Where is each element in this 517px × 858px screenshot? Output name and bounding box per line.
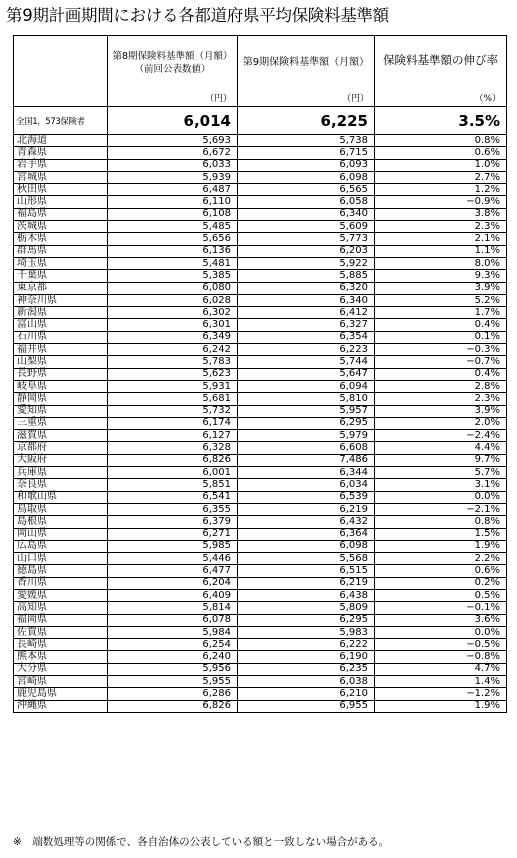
value-8th-cell: 6,254 [108,639,238,651]
table-row [14,356,507,368]
header-row [14,36,507,107]
growth-rate-cell: 1.2% [375,184,507,196]
growth-rate-cell: 2.8% [375,380,507,392]
table-row [14,270,507,282]
value-9th-cell: 5,979 [238,430,375,442]
prefecture-cell: 栃木県 [14,233,108,245]
table-row [14,344,507,356]
value-9th-cell: 5,744 [238,356,375,368]
table-row [14,589,507,601]
value-8th-cell: 6,127 [108,430,238,442]
growth-rate-cell: −2.1% [375,503,507,515]
prefecture-cell: 宮城県 [14,171,108,183]
growth-rate-cell: −0.7% [375,356,507,368]
prefecture-cell: 宮崎県 [14,676,108,688]
prefecture-cell: 北海道 [14,135,108,147]
growth-rate-cell: 0.1% [375,331,507,343]
table-row [14,626,507,638]
growth-rate-cell: 2.3% [375,221,507,233]
growth-rate-cell: 1.1% [375,245,507,257]
value-9th-cell: 6,295 [238,417,375,429]
table-row [14,688,507,700]
value-9th-cell: 6,608 [238,442,375,454]
value-9th-cell: 6,219 [238,503,375,515]
table-row [14,196,507,208]
growth-rate-cell: −0.8% [375,651,507,663]
prefecture-cell: 三重県 [14,417,108,429]
value-8th-cell: 6,080 [108,282,238,294]
value-8th-cell: 5,481 [108,257,238,269]
prefecture-cell: 滋賀県 [14,430,108,442]
table-row [14,430,507,442]
prefecture-cell: 奈良県 [14,479,108,491]
value-8th-cell: 6,136 [108,245,238,257]
value-9th-cell: 6,058 [238,196,375,208]
table-row [14,700,507,712]
prefecture-cell: 埼玉県 [14,257,108,269]
prefecture-cell: 富山県 [14,319,108,331]
table-row [14,159,507,171]
prefecture-cell: 秋田県 [14,184,108,196]
value-8th-cell: 5,851 [108,479,238,491]
growth-rate-cell: 0.5% [375,589,507,601]
prefecture-cell: 静岡県 [14,393,108,405]
value-8th-cell: 5,732 [108,405,238,417]
value-9th-cell: 6,210 [238,688,375,700]
table-row [14,528,507,540]
table-row [14,503,507,515]
table-row [14,676,507,688]
value-9th-cell: 5,922 [238,257,375,269]
prefecture-cell: 鳥取県 [14,503,108,515]
table-row [14,257,507,269]
prefecture-cell: 愛媛県 [14,589,108,601]
prefecture-cell: 熊本県 [14,651,108,663]
table-row [14,479,507,491]
prefecture-cell: 茨城県 [14,221,108,233]
prefecture-cell: 石川県 [14,331,108,343]
prefecture-cell: 新潟県 [14,307,108,319]
value-9th-cell: 6,235 [238,663,375,675]
value-8th-cell: 5,984 [108,626,238,638]
value-9th-cell: 6,094 [238,380,375,392]
prefecture-cell: 香川県 [14,577,108,589]
prefecture-cell: 福島県 [14,208,108,220]
value-9th-cell: 6,344 [238,467,375,479]
value-9th-cell: 6,539 [238,491,375,503]
table-row [14,491,507,503]
growth-rate-cell: 9.3% [375,270,507,282]
growth-rate-cell: 9.7% [375,454,507,466]
table-row [14,639,507,651]
value-8th-cell: 5,783 [108,356,238,368]
value-8th-cell: 6,078 [108,614,238,626]
value-9th-cell: 6,412 [238,307,375,319]
page-title: 第9期計画期間における各都道府県平均保険料基準額 [6,6,389,25]
growth-rate-cell: 3.9% [375,405,507,417]
growth-rate-cell: 2.7% [375,171,507,183]
table-row [14,565,507,577]
table-row [14,614,507,626]
growth-rate-cell: 2.2% [375,553,507,565]
prefecture-cell: 神奈川県 [14,294,108,306]
value-8th-cell: 6,174 [108,417,238,429]
value-8th-cell: 6,409 [108,589,238,601]
value-8th-cell: 6,672 [108,147,238,159]
prefecture-cell: 千葉県 [14,270,108,282]
value-9th-cell: 5,983 [238,626,375,638]
value-8th-cell: 6,108 [108,208,238,220]
growth-rate-cell: 0.8% [375,135,507,147]
value-8th-cell: 5,939 [108,171,238,183]
value-9th-cell: 6,565 [238,184,375,196]
value-9th-cell: 6,295 [238,614,375,626]
value-8th-cell: 6,001 [108,467,238,479]
value-8th-cell: 6,240 [108,651,238,663]
value-8th-cell: 5,956 [108,663,238,675]
value-8th-cell: 6,826 [108,700,238,712]
growth-rate-cell: 2.0% [375,417,507,429]
prefecture-cell: 長野県 [14,368,108,380]
value-9th-cell: 6,038 [238,676,375,688]
table-row [14,331,507,343]
value-9th-cell: 5,568 [238,553,375,565]
growth-rate-cell: 0.4% [375,368,507,380]
national-row [14,107,507,135]
header-9th-label: 第9期保険料基準額（月額） [242,57,370,68]
table-row [14,663,507,675]
value-8th-cell: 6,487 [108,184,238,196]
table-row [14,577,507,589]
growth-rate-cell: 1.4% [375,676,507,688]
value-8th-cell: 6,328 [108,442,238,454]
growth-rate-cell: 3.9% [375,282,507,294]
growth-rate-cell: −0.1% [375,602,507,614]
header-blank-cell [14,36,108,107]
table-row [14,184,507,196]
table-row [14,171,507,183]
growth-rate-cell: 1.7% [375,307,507,319]
value-8th-cell: 6,541 [108,491,238,503]
value-8th-cell: 5,656 [108,233,238,245]
growth-rate-cell: 3.1% [375,479,507,491]
national-label: 全国1，573保険者 [14,107,108,135]
value-8th-cell: 6,242 [108,344,238,356]
table-row [14,282,507,294]
growth-rate-cell: −0.3% [375,344,507,356]
unit-yen-8th: （円） [204,94,232,104]
value-9th-cell: 6,438 [238,589,375,601]
value-8th-cell: 5,446 [108,553,238,565]
value-8th-cell: 5,623 [108,368,238,380]
table-row [14,417,507,429]
growth-rate-cell: −1.2% [375,688,507,700]
table-row [14,553,507,565]
prefecture-cell: 岐阜県 [14,380,108,392]
value-8th-cell: 6,110 [108,196,238,208]
value-9th-cell: 6,222 [238,639,375,651]
prefecture-cell: 大分県 [14,663,108,675]
prefecture-cell: 長崎県 [14,639,108,651]
value-8th-cell: 5,485 [108,221,238,233]
growth-rate-cell: 0.4% [375,319,507,331]
table-row [14,233,507,245]
table-row [14,651,507,663]
value-8th-cell: 5,985 [108,540,238,552]
value-9th-cell: 5,738 [238,135,375,147]
value-9th-cell: 6,190 [238,651,375,663]
prefecture-cell: 兵庫県 [14,467,108,479]
table-row [14,245,507,257]
value-9th-cell: 6,340 [238,294,375,306]
value-9th-cell: 5,809 [238,602,375,614]
prefecture-cell: 徳島県 [14,565,108,577]
table-row [14,442,507,454]
value-9th-cell: 7,486 [238,454,375,466]
value-8th-cell: 6,271 [108,528,238,540]
value-8th-cell: 6,477 [108,565,238,577]
prefecture-cell: 青森県 [14,147,108,159]
value-9th-cell: 6,203 [238,245,375,257]
growth-rate-cell: 4.7% [375,663,507,675]
value-9th-cell: 6,432 [238,516,375,528]
growth-rate-cell: 1.0% [375,159,507,171]
growth-rate-cell: 2.3% [375,393,507,405]
growth-rate-cell: 5.7% [375,467,507,479]
growth-rate-cell: −0.5% [375,639,507,651]
value-9th-cell: 5,957 [238,405,375,417]
prefecture-cell: 京都府 [14,442,108,454]
value-9th-cell: 6,354 [238,331,375,343]
value-8th-cell: 5,681 [108,393,238,405]
unit-percent: （%） [474,94,501,104]
value-8th-cell: 6,355 [108,503,238,515]
table-row [14,294,507,306]
growth-rate-cell: 2.1% [375,233,507,245]
table-row [14,221,507,233]
prefecture-cell: 高知県 [14,602,108,614]
growth-rate-cell: 0.6% [375,147,507,159]
value-8th-cell: 5,693 [108,135,238,147]
value-8th-cell: 6,349 [108,331,238,343]
value-9th-cell: 6,955 [238,700,375,712]
prefecture-cell: 山形県 [14,196,108,208]
national-8th-value: 6,014 [108,107,238,135]
table-row [14,135,507,147]
value-9th-cell: 6,098 [238,540,375,552]
table-row [14,516,507,528]
growth-rate-cell: −0.9% [375,196,507,208]
value-9th-cell: 6,515 [238,565,375,577]
prefecture-cell: 東京都 [14,282,108,294]
value-9th-cell: 6,364 [238,528,375,540]
growth-rate-cell: 0.0% [375,491,507,503]
table-row [14,405,507,417]
growth-rate-cell: 1.9% [375,700,507,712]
table-row [14,319,507,331]
table-row [14,393,507,405]
growth-rate-cell: 5.2% [375,294,507,306]
national-9th-value: 6,225 [238,107,375,135]
value-9th-cell: 6,098 [238,171,375,183]
growth-rate-cell: 0.0% [375,626,507,638]
value-8th-cell: 6,826 [108,454,238,466]
premium-table [13,35,507,713]
prefecture-cell: 群馬県 [14,245,108,257]
prefecture-cell: 沖縄県 [14,700,108,712]
prefecture-cell: 大阪府 [14,454,108,466]
prefecture-cell: 愛知県 [14,405,108,417]
value-8th-cell: 6,379 [108,516,238,528]
growth-rate-cell: 0.2% [375,577,507,589]
growth-rate-cell: 4.4% [375,442,507,454]
prefecture-cell: 鹿児島県 [14,688,108,700]
table-row [14,380,507,392]
footnote: ※ 端数処理等の関係で、各自治体の公表している額と一致しない場合がある。 [13,836,390,848]
table-row [14,208,507,220]
value-9th-cell: 6,034 [238,479,375,491]
prefecture-cell: 広島県 [14,540,108,552]
prefecture-cell: 福岡県 [14,614,108,626]
growth-rate-cell: −2.4% [375,430,507,442]
value-8th-cell: 5,931 [108,380,238,392]
prefecture-cell: 和歌山県 [14,491,108,503]
table-row [14,454,507,466]
value-9th-cell: 6,340 [238,208,375,220]
value-8th-cell: 6,028 [108,294,238,306]
table-row [14,467,507,479]
header-8th-line1: 第8期保険料基準額（月額） [112,51,233,62]
value-9th-cell: 6,715 [238,147,375,159]
growth-rate-cell: 3.8% [375,208,507,220]
table-row [14,307,507,319]
value-8th-cell: 6,302 [108,307,238,319]
header-8th-line2: （前回公表数値） [134,64,211,75]
growth-rate-cell: 1.9% [375,540,507,552]
header-growth-rate [375,36,507,107]
unit-yen-9th: （円） [341,94,369,104]
value-9th-cell: 6,219 [238,577,375,589]
value-8th-cell: 5,385 [108,270,238,282]
value-9th-cell: 6,093 [238,159,375,171]
prefecture-cell: 福井県 [14,344,108,356]
table-row [14,540,507,552]
table-row [14,147,507,159]
header-growth-label: 保険料基準額の伸び率 [383,53,498,67]
prefecture-cell: 佐賀県 [14,626,108,638]
value-9th-cell: 6,223 [238,344,375,356]
value-9th-cell: 5,810 [238,393,375,405]
value-8th-cell: 5,814 [108,602,238,614]
value-8th-cell: 6,286 [108,688,238,700]
prefecture-cell: 山梨県 [14,356,108,368]
value-9th-cell: 5,885 [238,270,375,282]
value-8th-cell: 6,204 [108,577,238,589]
prefecture-cell: 岩手県 [14,159,108,171]
growth-rate-cell: 0.8% [375,516,507,528]
value-8th-cell: 6,301 [108,319,238,331]
value-9th-cell: 5,609 [238,221,375,233]
growth-rate-cell: 3.6% [375,614,507,626]
value-8th-cell: 5,955 [108,676,238,688]
value-8th-cell: 6,033 [108,159,238,171]
prefecture-cell: 岡山県 [14,528,108,540]
growth-rate-cell: 8.0% [375,257,507,269]
value-9th-cell: 6,327 [238,319,375,331]
value-9th-cell: 5,647 [238,368,375,380]
table-row [14,368,507,380]
header-8th-period [108,36,238,107]
growth-rate-cell: 1.5% [375,528,507,540]
header-9th-period [238,36,375,107]
prefecture-cell: 島根県 [14,516,108,528]
value-9th-cell: 5,773 [238,233,375,245]
national-growth-rate: 3.5% [375,107,507,135]
growth-rate-cell: 0.6% [375,565,507,577]
prefecture-cell: 山口県 [14,553,108,565]
value-9th-cell: 6,320 [238,282,375,294]
table-row [14,602,507,614]
